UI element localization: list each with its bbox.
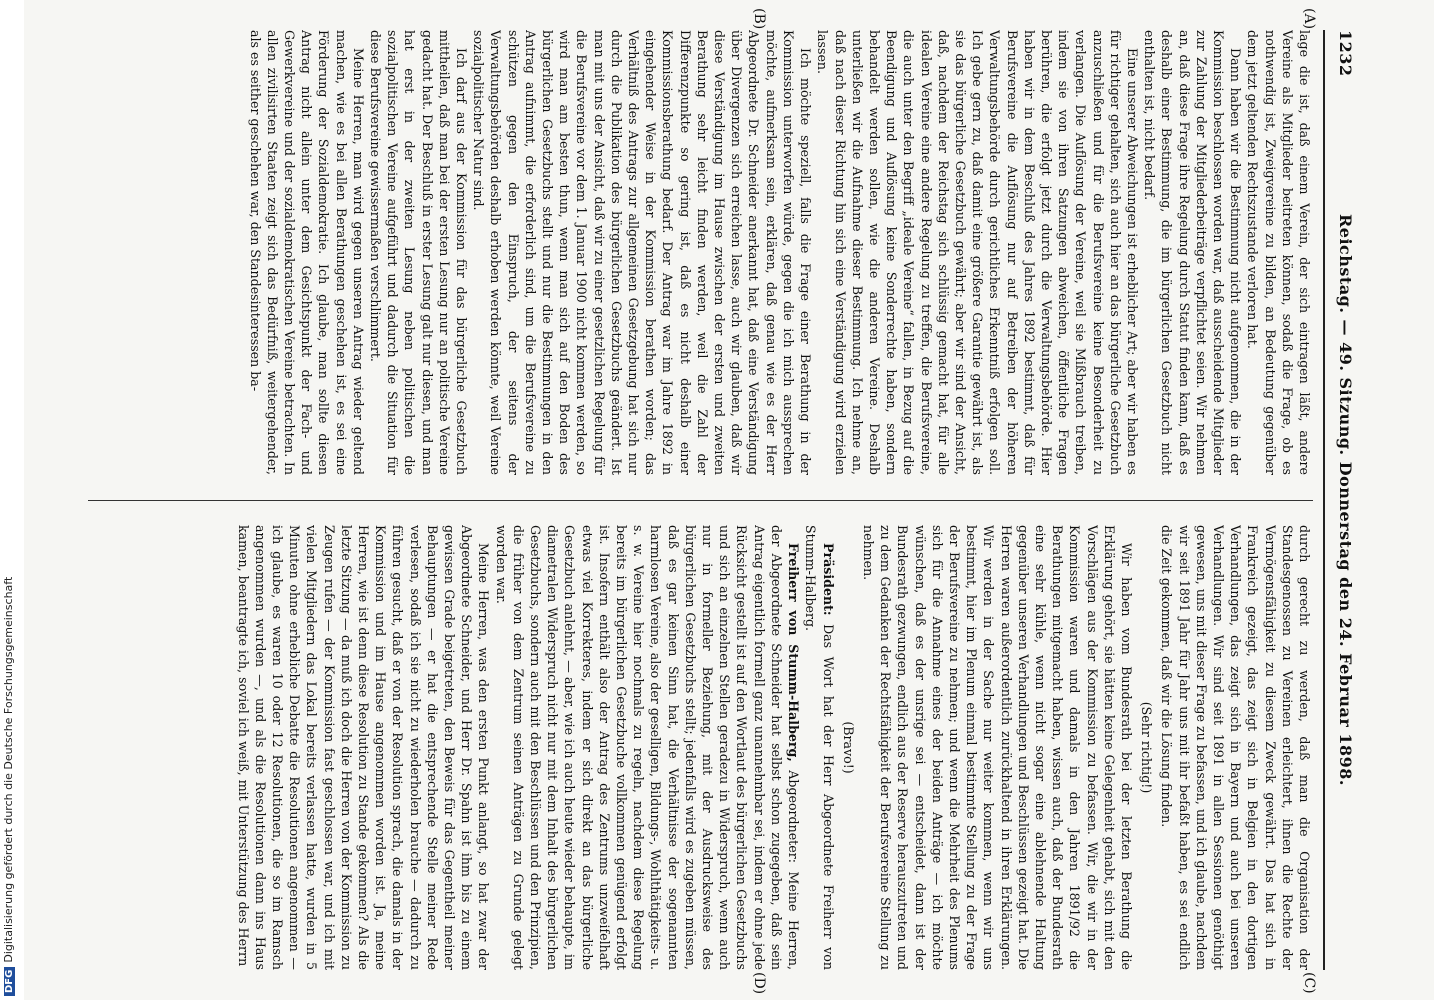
interjection: (Sehr richtig!) xyxy=(1139,701,1155,794)
dfg-logo: DFG xyxy=(4,967,15,996)
margin-marker-c: (C) xyxy=(1301,972,1317,994)
paragraph: Meine Herren, man wird gegen unseren Antrag wieder geltend machen, wie es bei allen Berathungen geschehen ist, es sei eine Förderung der Sozialdemokratie. Ich glaube, man sollte diesen Antrag nicht allein unter dem Gesichtspunkt der Fach- und Gewerkvereine und der sozialdemokratischen Vereine betrachten. In allen zivilisirten Staaten zeigt sich das Bedürfniß, weitergehender, als es seither geschehen war, den Standesinteressen ba- xyxy=(247,30,366,475)
dfg-credit xyxy=(2,376,22,996)
credit-strip xyxy=(0,0,24,1000)
page-number: 1232 xyxy=(1336,30,1355,77)
speaker-text: Abgeordneter: Meine Herren, der Abgeordnete Schneider hat selbst schon zugegeben, daß sein Antrag eigentlich formell ganz unannehmbar sei, indem er ohne jede Rücksicht gestellt ist auf den Wortlaut des bürgerlichen Gesetzbuchs und sich an einzelnen Stellen geradezu in Widerspruch, wenn auch nur in formeller Beziehung, mit der Ausdrucksweise des bürgerlichen Gesetzbuchs stellt; jedenfalls wird es zugeben müssen, daß es gar keinen Sinn hat, die Verhältnisse der sogenannten harmlosen Vereine, also der geselligen, Bildungs-, Wohlthätigkeits- u. s. w. Vereine hier nochmals zu regeln, nachdem diese Regelung bereits im bürgerlichen Gesetzbuche vollkommen genügend erfolgt ist. Insofern enthält also der Antrag des Zentrums unzweifelhaft etwas viel Korrekteres, indem er sich direkt an das bürgerliche Gesetzbuch anlehnt, — aber, wie ich auch heute wieder behaupte, im diametralen Widerspruch nicht nur mit dem Inhalt des bürgerlichen Gesetzbuchs, sondern auch mit den Beschlüssen und den Prinzipien, die früher von dem Zentrum seinen Anträgen zu Grunde gelegt worden war. xyxy=(493,525,802,970)
margin-marker-a: (A) xyxy=(1301,8,1317,30)
dfg-credit-text: Digitalisierung gefördert durch die Deutsche Forschungsgemeinschaft xyxy=(2,576,15,963)
paragraph: Dann haben wir die Bestimmung nicht aufgenommen, die in der Kommission beschlossen worden war, daß ausscheidende Mitglieder zur Zahlung der Mitgliederbeiträge verpflichtet seien. Wir nehmen an, daß diese Frage ihre Regelung durch Statut finden kann, daß es deshalb einer Bestimmung, die im bürgerlichen Gesetzbuch nicht enthalten ist, nicht bedarf. xyxy=(1142,30,1244,475)
paragraph: Ich darf aus der Kommission für das bürgerliche Gesetzbuch mittheilen, daß man bei der ersten Lesung nur an politische Vereine gedacht hat. Der Beschluß in erster Lesung galt nur diesen, und man hat erst in der zweiten Lesung neben politischen die sozialpolitischen Vereine aufgeführt und dadurch die Situation für diese Berufsvereine gewissermaßen verschlimmert. xyxy=(368,30,470,475)
right-column xyxy=(93,525,1313,970)
speech-opening xyxy=(492,525,802,970)
paragraph: durch gerecht zu werden, daß man die Organisation der Standesgenossen zu Vereinen erleichtert, ihnen die Rechte der Vermögensfähigkeit zu diesem Zweck gewährt. Das hat sich in Frankreich gezeigt, das zeigt sich in Belgien in den dortigen Verhandlungen, das zeigt sich in Bayern und auch bei unseren Verhandlungen. Wir sind seit 1891 in allen Sessionen genöthigt gewesen, uns mit dieser Frage zu befassen, und ich glaube, nachdem wir seit 1891 Jahr für Jahr uns mit ihr befaßt haben, es sei endlich die Zeit gekommen, daß wir die Lösung finden. xyxy=(1159,525,1312,970)
column-divider xyxy=(88,500,1313,501)
speaker-text: Das Wort hat der Herr Abgeordnete Freiherr von Stumm-Halberg. xyxy=(803,525,836,970)
left-column xyxy=(93,30,1313,475)
margin-marker-b: (B) xyxy=(751,8,767,30)
paragraph: Wir haben vom Bundesrath bei der letzten Berathung die Erklärung gehört, sie hätten keine Gelegenheit gehabt, sich mit den Vorschlägen aus der Kommission zu befassen. Wir, die wir in der Kommission waren und damals in den Jahren 1891/92 die Berathungen mitgemacht haben, wissen auch, daß der Bundesrath eine sehr kühle, wenn nicht sogar eine ablehnende Haltung gegenüber unseren Verhandlungen und Beschlüssen gezeigt hat. Die Herren waren außerordentlich zurückhaltend in ihren Erklärungen. Wir werden in der Sache nur weiter kommen, wenn wir uns bestimmt, hier im Plenum einmal bestimmte Stellung zu der Frage der Berufsvereine zu nehmen; und wenn die Mehrheit des Plenums sich für die Annahme eines der beiden Anträge — ich möchte wünschen, daß es der unsrige sei — entscheidet, dann ist der Bundesrath gezwungen, endlich aus der Reserve herauszutreten und zu dem Gedanken der Rechtsfähigkeit der Berufsvereine Stellung zu nehmen. xyxy=(860,525,1134,970)
interjection: (Bravo!) xyxy=(840,721,856,774)
president-remark xyxy=(802,525,836,970)
paragraph: lage die ist, daß einem Verein, der sich eintragen läßt, andere Vereine als Mitglieder beitreten können, sodaß die Frage, ob es nothwendig ist, Zweigvereine zu bilden, an Bedeutung gegenüber dem jetzt geltenden Rechtszustande verloren hat. xyxy=(1245,30,1312,475)
speaker-label: Präsident: xyxy=(820,543,836,616)
speaker-label: Freiherr von Stumm-Halberg, xyxy=(786,543,802,762)
page-header xyxy=(1329,30,1355,970)
paragraph: Meine Herren, was den ersten Punkt anlangt, so hat zwar der Abgeordnete Schneider, und Herr Dr. Spahn ist ihm bis zu einem gewissen Grade beigetreten, den Beweis für das Gegentheil meiner Behauptungen — er hat die entsprechende Stelle meiner Rede verlesen, sodaß ich sie nicht zu wiederholen brauche — dadurch zu führen gesucht, daß er von der Resolution sprach, die damals in der Kommission und im Hause angenommen worden ist. Ja, meine Herren, wie ist denn diese Resolution zu Stande gekommen? Als die letzte Sitzung — da muß ich doch die Herren von der Kommission zu Zeugen rufen — der Kommission fast geschlossen war, und ich mit vielen Mitgliedern das Lokal bereits verlassen hatte, wurden in 5 Minuten ohne erhebliche Debatte die Resolutionen angenommen — ich glaube, es waren 10 oder 12 Resolutionen, die so im Ramsch angenommen wurden —, und als die Resolutionen dann ins Haus kamen, beantragte ich, soviel ich weiß, mit Unterstützung des Herrn xyxy=(235,525,492,970)
header-rule xyxy=(1323,30,1325,970)
paragraph: Eine unserer Abweichungen ist erheblicher Art; aber wir haben es für richtiger gehalten, sich auch hier an das bürgerliche Gesetzbuch anzuschließen und für die Berufsvereine keine Besonderheit zu verlangen. Die Auflösung der Vereine, weil sie Mißbrauch treiben, indem sie von ihren Satzungen abweichen, öffentliche Fragen berühren, die erfolgt jetzt durch die Verwaltungsbehörde. Hier haben wir in dem Beschluß des Jahres 1892 bestimmt, daß für Berufsvereine die Auflösung nur auf Betreiben der höheren Verwaltungsbehörde durch gerichtliches Erkenntniß erfolgen soll. Ich gebe gern zu, daß damit eine größere Garantie gewährt ist, als sie das bürgerliche Gesetzbuch gewährt; aber wir sind der Ansicht, daß, nachdem der Reichstag sich schlüssig gemacht hat, für alle idealen Vereine eine andere Regelung zu treffen, die Berufsvereine, die auch unter den Begriff „ideale Vereine“ fallen, in Bezug auf die Beendigung und Auflösung keine Sonderrechte haben, sondern behandelt werden sollen, wie die anderen Vereine. Deshalb unterließen wir die Aufnahme dieser Bestimmung. Ich nehme an, daß nach dieser Richtung hin sich eine Verständigung wird erzielen lassen. xyxy=(815,30,1140,475)
margin-marker-d: (D) xyxy=(751,972,767,995)
paragraph: Ich möchte speziell, falls die Frage einer Berathung in der Kommission unterworfen würde, gegen die ich mich aussprechen möchte, aufmerksam sein, erklären, daß genau wie es der Herr Abgeordnete Dr. Schneider anerkannt hat, daß eine Verständigung über Divergenzen sich erreichen lasse, auch wir glauben, daß wir diese Verständigung im Hause zwischen der ersten und zweiten Berathung sehr leicht finden werden, weil die Zahl der Differenzpunkte so gering ist, daß es nicht deshalb einer Kommissionsberathung bedarf. Der Antrag war im Jahre 1892 in eingehender Weise in der Kommission berathen worden; das Verhältniß des Antrags zur allgemeinen Gesetzgebung hat sich nur durch die Publikation des bürgerlichen Gesetzbuchs geändert. Ist man mit uns der Ansicht, daß wir zu einer gesetzlichen Regelung für die Berufsvereine vor dem 1. Januar 1900 nicht kommen werden, so wird man am besten thun, wenn man sich auf den Boden des bürgerlichen Gesetzbuchs stellt und nur die Bestimmungen in den Antrag aufnimmt, die erforderlich sind, um die Berufsvereine zu schützen gegen den Einspruch, der seitens der Verwaltungsbehörden deshalb erhoben werden könnte, weil Vereine sozialpolitischer Natur sind. xyxy=(471,30,814,475)
running-head: Reichstag. — 49. Sitzung. Donnerstag den 24. Februar 1898. xyxy=(1336,213,1355,786)
rotated-document-page xyxy=(57,8,1377,995)
